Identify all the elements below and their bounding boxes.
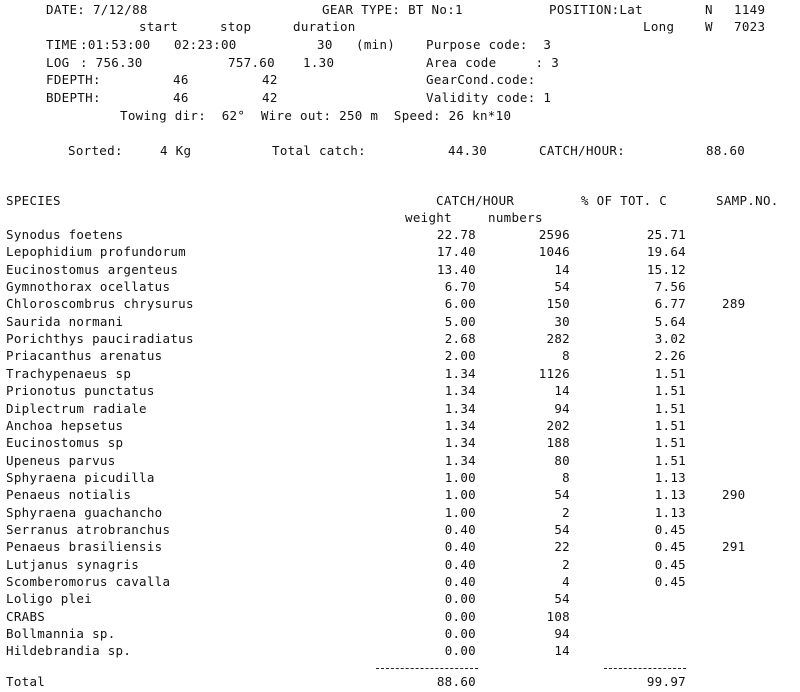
lat-value: 1149 bbox=[734, 2, 766, 17]
catch-weight: 1.34 bbox=[444, 366, 476, 381]
catch-weight: 0.00 bbox=[444, 626, 476, 641]
catch-weight: 2.00 bbox=[444, 348, 476, 363]
pct-of-total: 1.13 bbox=[654, 470, 686, 485]
species-name: Eucinostomus sp bbox=[6, 435, 124, 450]
log-label: LOG bbox=[46, 55, 70, 70]
species-name: Lutjanus synagris bbox=[6, 557, 140, 572]
pct-of-total: 1.51 bbox=[654, 418, 686, 433]
species-name: Eucinostomus argenteus bbox=[6, 262, 179, 277]
col-numbers: numbers bbox=[488, 210, 543, 225]
catch-per-hour-label: CATCH/HOUR: bbox=[539, 143, 626, 158]
fdepth-start: 46 bbox=[173, 72, 189, 87]
sorted-value: 4 Kg bbox=[160, 143, 192, 158]
catch-numbers: 2 bbox=[562, 557, 570, 572]
species-name: Sphyraena guachancho bbox=[6, 505, 163, 520]
log-stop: 757.60 bbox=[228, 55, 275, 70]
total-catch-value: 44.30 bbox=[448, 143, 488, 158]
date-text: DATE: 7/12/88 bbox=[46, 2, 148, 17]
catch-numbers: 54 bbox=[554, 487, 570, 502]
gear-type-text: GEAR TYPE: BT No:1 bbox=[322, 2, 463, 17]
pct-of-total: 5.64 bbox=[654, 314, 686, 329]
sample-number: 290 bbox=[722, 487, 746, 502]
catch-weight: 0.00 bbox=[444, 609, 476, 624]
catch-numbers: 94 bbox=[554, 401, 570, 416]
catch-per-hour-value: 88.60 bbox=[706, 143, 746, 158]
catch-weight: 1.00 bbox=[444, 505, 476, 520]
pct-of-total: 19.64 bbox=[646, 244, 686, 259]
catch-weight: 0.40 bbox=[444, 522, 476, 537]
catch-numbers: 54 bbox=[554, 591, 570, 606]
catch-weight: 1.34 bbox=[444, 383, 476, 398]
species-name: Chloroscombrus chrysurus bbox=[6, 296, 194, 311]
species-name: Trachypenaeus sp bbox=[6, 366, 132, 381]
catch-weight: 1.00 bbox=[444, 487, 476, 502]
col-pct-total: % OF TOT. C bbox=[581, 193, 668, 208]
pct-of-total: 0.45 bbox=[654, 574, 686, 589]
bdepth-start: 46 bbox=[173, 90, 189, 105]
catch-numbers: 108 bbox=[546, 609, 570, 624]
total-pct: 99.97 bbox=[646, 674, 686, 689]
fdepth-stop: 42 bbox=[262, 72, 278, 87]
col-catch-hour: CATCH/HOUR bbox=[436, 193, 515, 208]
pct-of-total: 0.45 bbox=[654, 522, 686, 537]
catch-weight: 0.00 bbox=[444, 643, 476, 658]
bdepth-stop: 42 bbox=[262, 90, 278, 105]
lat-hemisphere: N bbox=[705, 2, 713, 17]
col-species: SPECIES bbox=[6, 193, 61, 208]
pct-of-total: 1.51 bbox=[654, 453, 686, 468]
area-code: Area code : 3 bbox=[426, 55, 560, 70]
pct-of-total: 1.51 bbox=[654, 366, 686, 381]
species-name: Synodus foetens bbox=[6, 227, 124, 242]
species-name: Serranus atrobranchus bbox=[6, 522, 171, 537]
catch-numbers: 8 bbox=[562, 470, 570, 485]
species-name: Porichthys pauciradiatus bbox=[6, 331, 194, 346]
time-label: TIME bbox=[46, 37, 78, 52]
pct-of-total: 1.51 bbox=[654, 401, 686, 416]
weight-total-rule bbox=[376, 668, 478, 669]
time-unit: (min) bbox=[356, 37, 396, 52]
catch-weight: 1.34 bbox=[444, 453, 476, 468]
species-name: Diplectrum radiale bbox=[6, 401, 147, 416]
purpose-code: Purpose code: 3 bbox=[426, 37, 552, 52]
catch-numbers: 202 bbox=[546, 418, 570, 433]
col-sample-no: SAMP.NO. bbox=[716, 193, 779, 208]
catch-weight: 1.34 bbox=[444, 418, 476, 433]
long-hemisphere: W bbox=[705, 19, 713, 34]
catch-weight: 22.78 bbox=[436, 227, 476, 242]
species-name: Priacanthus arenatus bbox=[6, 348, 163, 363]
catch-weight: 17.40 bbox=[436, 244, 476, 259]
species-name: Upeneus parvus bbox=[6, 453, 116, 468]
log-start: : 756.30 bbox=[80, 55, 143, 70]
pct-of-total: 0.45 bbox=[654, 557, 686, 572]
species-name: Scomberomorus cavalla bbox=[6, 574, 171, 589]
catch-numbers: 4 bbox=[562, 574, 570, 589]
time-start: :01:53:00 bbox=[80, 37, 151, 52]
catch-numbers: 2596 bbox=[538, 227, 570, 242]
catch-numbers: 1046 bbox=[538, 244, 570, 259]
pct-of-total: 7.56 bbox=[654, 279, 686, 294]
catch-numbers: 22 bbox=[554, 539, 570, 554]
catch-weight: 5.00 bbox=[444, 314, 476, 329]
catch-numbers: 14 bbox=[554, 643, 570, 658]
species-name: Anchoa hepsetus bbox=[6, 418, 124, 433]
long-value: 7023 bbox=[734, 19, 766, 34]
catch-numbers: 8 bbox=[562, 348, 570, 363]
total-catch-label: Total catch: bbox=[272, 143, 366, 158]
catch-numbers: 2 bbox=[562, 505, 570, 520]
position-label: POSITION:Lat bbox=[549, 2, 643, 17]
species-name: Lepophidium profundorum bbox=[6, 244, 186, 259]
species-name: Saurida normani bbox=[6, 314, 124, 329]
species-name: Penaeus notialis bbox=[6, 487, 132, 502]
species-name: Bollmannia sp. bbox=[6, 626, 116, 641]
catch-numbers: 1126 bbox=[538, 366, 570, 381]
towing-line: Towing dir: 62° Wire out: 250 m Speed: 26 kn*10 bbox=[120, 108, 512, 123]
time-duration: 30 bbox=[317, 37, 333, 52]
pct-of-total: 15.12 bbox=[646, 262, 686, 277]
catch-weight: 0.40 bbox=[444, 574, 476, 589]
sorted-label: Sorted: bbox=[68, 143, 123, 158]
pct-total-rule bbox=[604, 668, 686, 669]
catch-weight: 1.34 bbox=[444, 401, 476, 416]
catch-numbers: 94 bbox=[554, 626, 570, 641]
catch-weight: 0.40 bbox=[444, 539, 476, 554]
species-name: Prionotus punctatus bbox=[6, 383, 155, 398]
catch-numbers: 54 bbox=[554, 522, 570, 537]
catch-weight: 2.68 bbox=[444, 331, 476, 346]
species-name: Loligo plei bbox=[6, 591, 93, 606]
fdepth-label: FDEPTH: bbox=[46, 72, 101, 87]
long-label: Long bbox=[643, 19, 675, 34]
catch-weight: 6.00 bbox=[444, 296, 476, 311]
catch-weight: 1.34 bbox=[444, 435, 476, 450]
catch-numbers: 282 bbox=[546, 331, 570, 346]
species-name: Sphyraena picudilla bbox=[6, 470, 155, 485]
total-label: Total bbox=[6, 674, 46, 689]
catch-numbers: 188 bbox=[546, 435, 570, 450]
pct-of-total: 2.26 bbox=[654, 348, 686, 363]
pct-of-total: 1.51 bbox=[654, 383, 686, 398]
sample-number: 291 bbox=[722, 539, 746, 554]
catch-numbers: 30 bbox=[554, 314, 570, 329]
time-stop: 02:23:00 bbox=[174, 37, 237, 52]
catch-numbers: 14 bbox=[554, 262, 570, 277]
catch-weight: 1.00 bbox=[444, 470, 476, 485]
catch-weight: 13.40 bbox=[436, 262, 476, 277]
species-name: Hildebrandia sp. bbox=[6, 643, 132, 658]
catch-numbers: 150 bbox=[546, 296, 570, 311]
gearcond-code: GearCond.code: bbox=[426, 72, 536, 87]
total-weight: 88.60 bbox=[436, 674, 476, 689]
col-weight: weight bbox=[405, 210, 452, 225]
pct-of-total: 3.02 bbox=[654, 331, 686, 346]
col-stop-label: stop bbox=[220, 19, 252, 34]
catch-weight: 0.00 bbox=[444, 591, 476, 606]
log-distance: 1.30 bbox=[303, 55, 335, 70]
pct-of-total: 0.45 bbox=[654, 539, 686, 554]
species-name: Penaeus brasiliensis bbox=[6, 539, 163, 554]
pct-of-total: 25.71 bbox=[646, 227, 686, 242]
catch-numbers: 14 bbox=[554, 383, 570, 398]
catch-numbers: 80 bbox=[554, 453, 570, 468]
catch-weight: 6.70 bbox=[444, 279, 476, 294]
pct-of-total: 1.51 bbox=[654, 435, 686, 450]
catch-numbers: 54 bbox=[554, 279, 570, 294]
col-start-label: start bbox=[139, 19, 179, 34]
pct-of-total: 1.13 bbox=[654, 505, 686, 520]
sample-number: 289 bbox=[722, 296, 746, 311]
catch-weight: 0.40 bbox=[444, 557, 476, 572]
species-name: CRABS bbox=[6, 609, 46, 624]
validity-code: Validity code: 1 bbox=[426, 90, 552, 105]
pct-of-total: 1.13 bbox=[654, 487, 686, 502]
bdepth-label: BDEPTH: bbox=[46, 90, 101, 105]
pct-of-total: 6.77 bbox=[654, 296, 686, 311]
col-duration-label: duration bbox=[293, 19, 356, 34]
species-name: Gymnothorax ocellatus bbox=[6, 279, 171, 294]
